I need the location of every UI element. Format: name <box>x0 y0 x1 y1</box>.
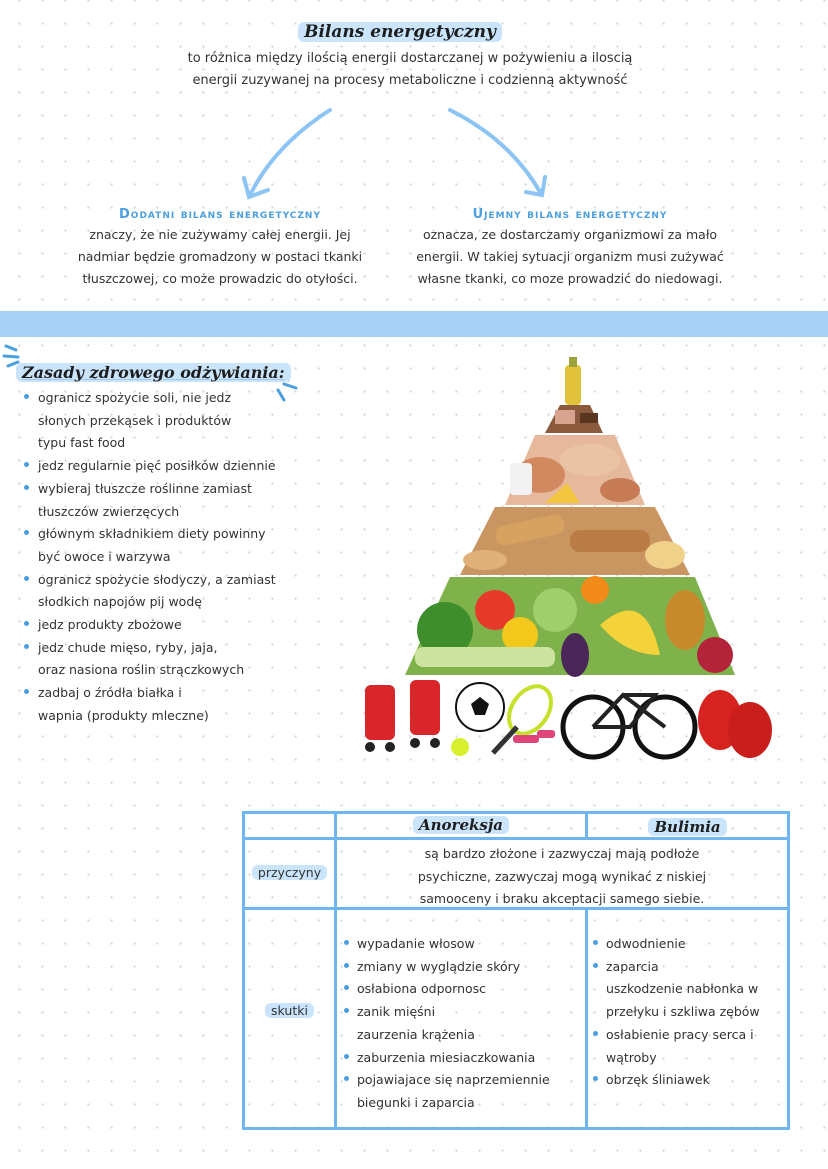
section-divider-band <box>0 311 828 337</box>
list-item: zmiany w wyglądzie skóry <box>343 956 583 979</box>
table-header-anorexia: Anoreksja <box>337 816 585 834</box>
list-item: zadbaj o źródła białka i wapnia (produkty mleczne) <box>20 682 330 727</box>
list-item: osłabienie pracy serca i <box>592 1024 787 1047</box>
list-item: pojawiajace się naprzemiennie <box>343 1069 583 1092</box>
anorexia-effects-list <box>343 933 583 1115</box>
table-line <box>242 1127 790 1130</box>
positive-balance: Dodatni bilans energetyczny znaczy, że nie zużywamy całej energii. Jej nadmiar będzie gromadzony w postaci tkanki tłuszczowej, co może prowadzic do otyłości. <box>55 207 385 290</box>
list-item: obrzęk śliniawek <box>592 1069 787 1092</box>
arrow-left-icon <box>244 110 330 197</box>
list-item: jedz produkty zbożowe <box>20 614 330 637</box>
list-item: zaurzenia krążenia <box>357 1026 475 1042</box>
table-line <box>242 811 790 814</box>
arrows-graphic <box>230 100 570 205</box>
list-item: przełyku i szkliwa zębów <box>606 1004 760 1020</box>
table-line <box>787 811 790 1130</box>
list-item: biegunki i zaparcia <box>357 1094 475 1110</box>
list-item: wątroby <box>606 1049 657 1065</box>
arrow-right-icon <box>450 110 545 195</box>
list-item: zanik mięśni <box>343 1001 583 1024</box>
table-header-bulimia: Bulimia <box>588 818 787 836</box>
row-label-causes: przyczyny <box>245 865 334 880</box>
list-item: zaparcia <box>592 956 787 979</box>
table-line <box>242 811 245 1130</box>
table-line <box>585 907 588 1130</box>
list-item: ogranicz spożycie słodyczy, a zamiast słodkich napojów pij wodę <box>20 569 330 614</box>
positive-balance-title: Dodatni bilans energetyczny <box>119 207 321 222</box>
causes-text: są bardzo złożone i zazwyczaj mają podłoże psychiczne, zazwyczaj mogą wynikać z niskiej samooceny i braku akceptacji samego siebie. <box>417 846 707 906</box>
list-item: jedz chude mięso, ryby, jaja, oraz nasiona roślin strączkowych <box>20 637 330 682</box>
intro-text: to różnica między ilością energii dostarczanej w pożywieniu a iloscią energii zuzywanej na procesy metaboliczne i codzienną aktywność <box>187 51 633 88</box>
list-item: ogranicz spożycie soli, nie jedz słonych przekąsek i produktów typu fast food <box>20 387 330 455</box>
list-item: wypadanie włosow <box>343 933 583 956</box>
list-item: jedz regularnie pięć posiłków dziennie <box>20 455 330 478</box>
page-title: Bilans energetyczny <box>0 22 800 42</box>
negative-balance: Ujemny bilans energetyczny oznacza, ze dostarczamy organizmowi za mało energii. W takiej sytuacji organizm musi zużywać własne tkanki, co moze prowadzić do niedowagi. <box>405 207 735 290</box>
list-item: osłabiona odpornosc <box>343 978 583 1001</box>
row-label-effects: skutki <box>245 1003 334 1018</box>
list-item: odwodnienie <box>592 933 787 956</box>
rules-title: Zasady zdrowego odżywiania: <box>16 363 291 382</box>
negative-balance-title: Ujemny bilans energetyczny <box>472 207 668 222</box>
list-item: głównym składnikiem diety powinny być owoce i warzywa <box>20 523 330 568</box>
list-item: wybieraj tłuszcze roślinne zamiast tłuszczów zwierzęcych <box>20 478 330 523</box>
bulimia-effects-list <box>592 933 787 1092</box>
food-pyramid-illustration <box>355 355 780 765</box>
rules-list <box>20 387 330 728</box>
table-line <box>242 837 790 840</box>
list-item: uszkodzenie nabłonka w <box>606 981 759 997</box>
list-item: zaburzenia miesiaczkowania <box>343 1047 583 1070</box>
